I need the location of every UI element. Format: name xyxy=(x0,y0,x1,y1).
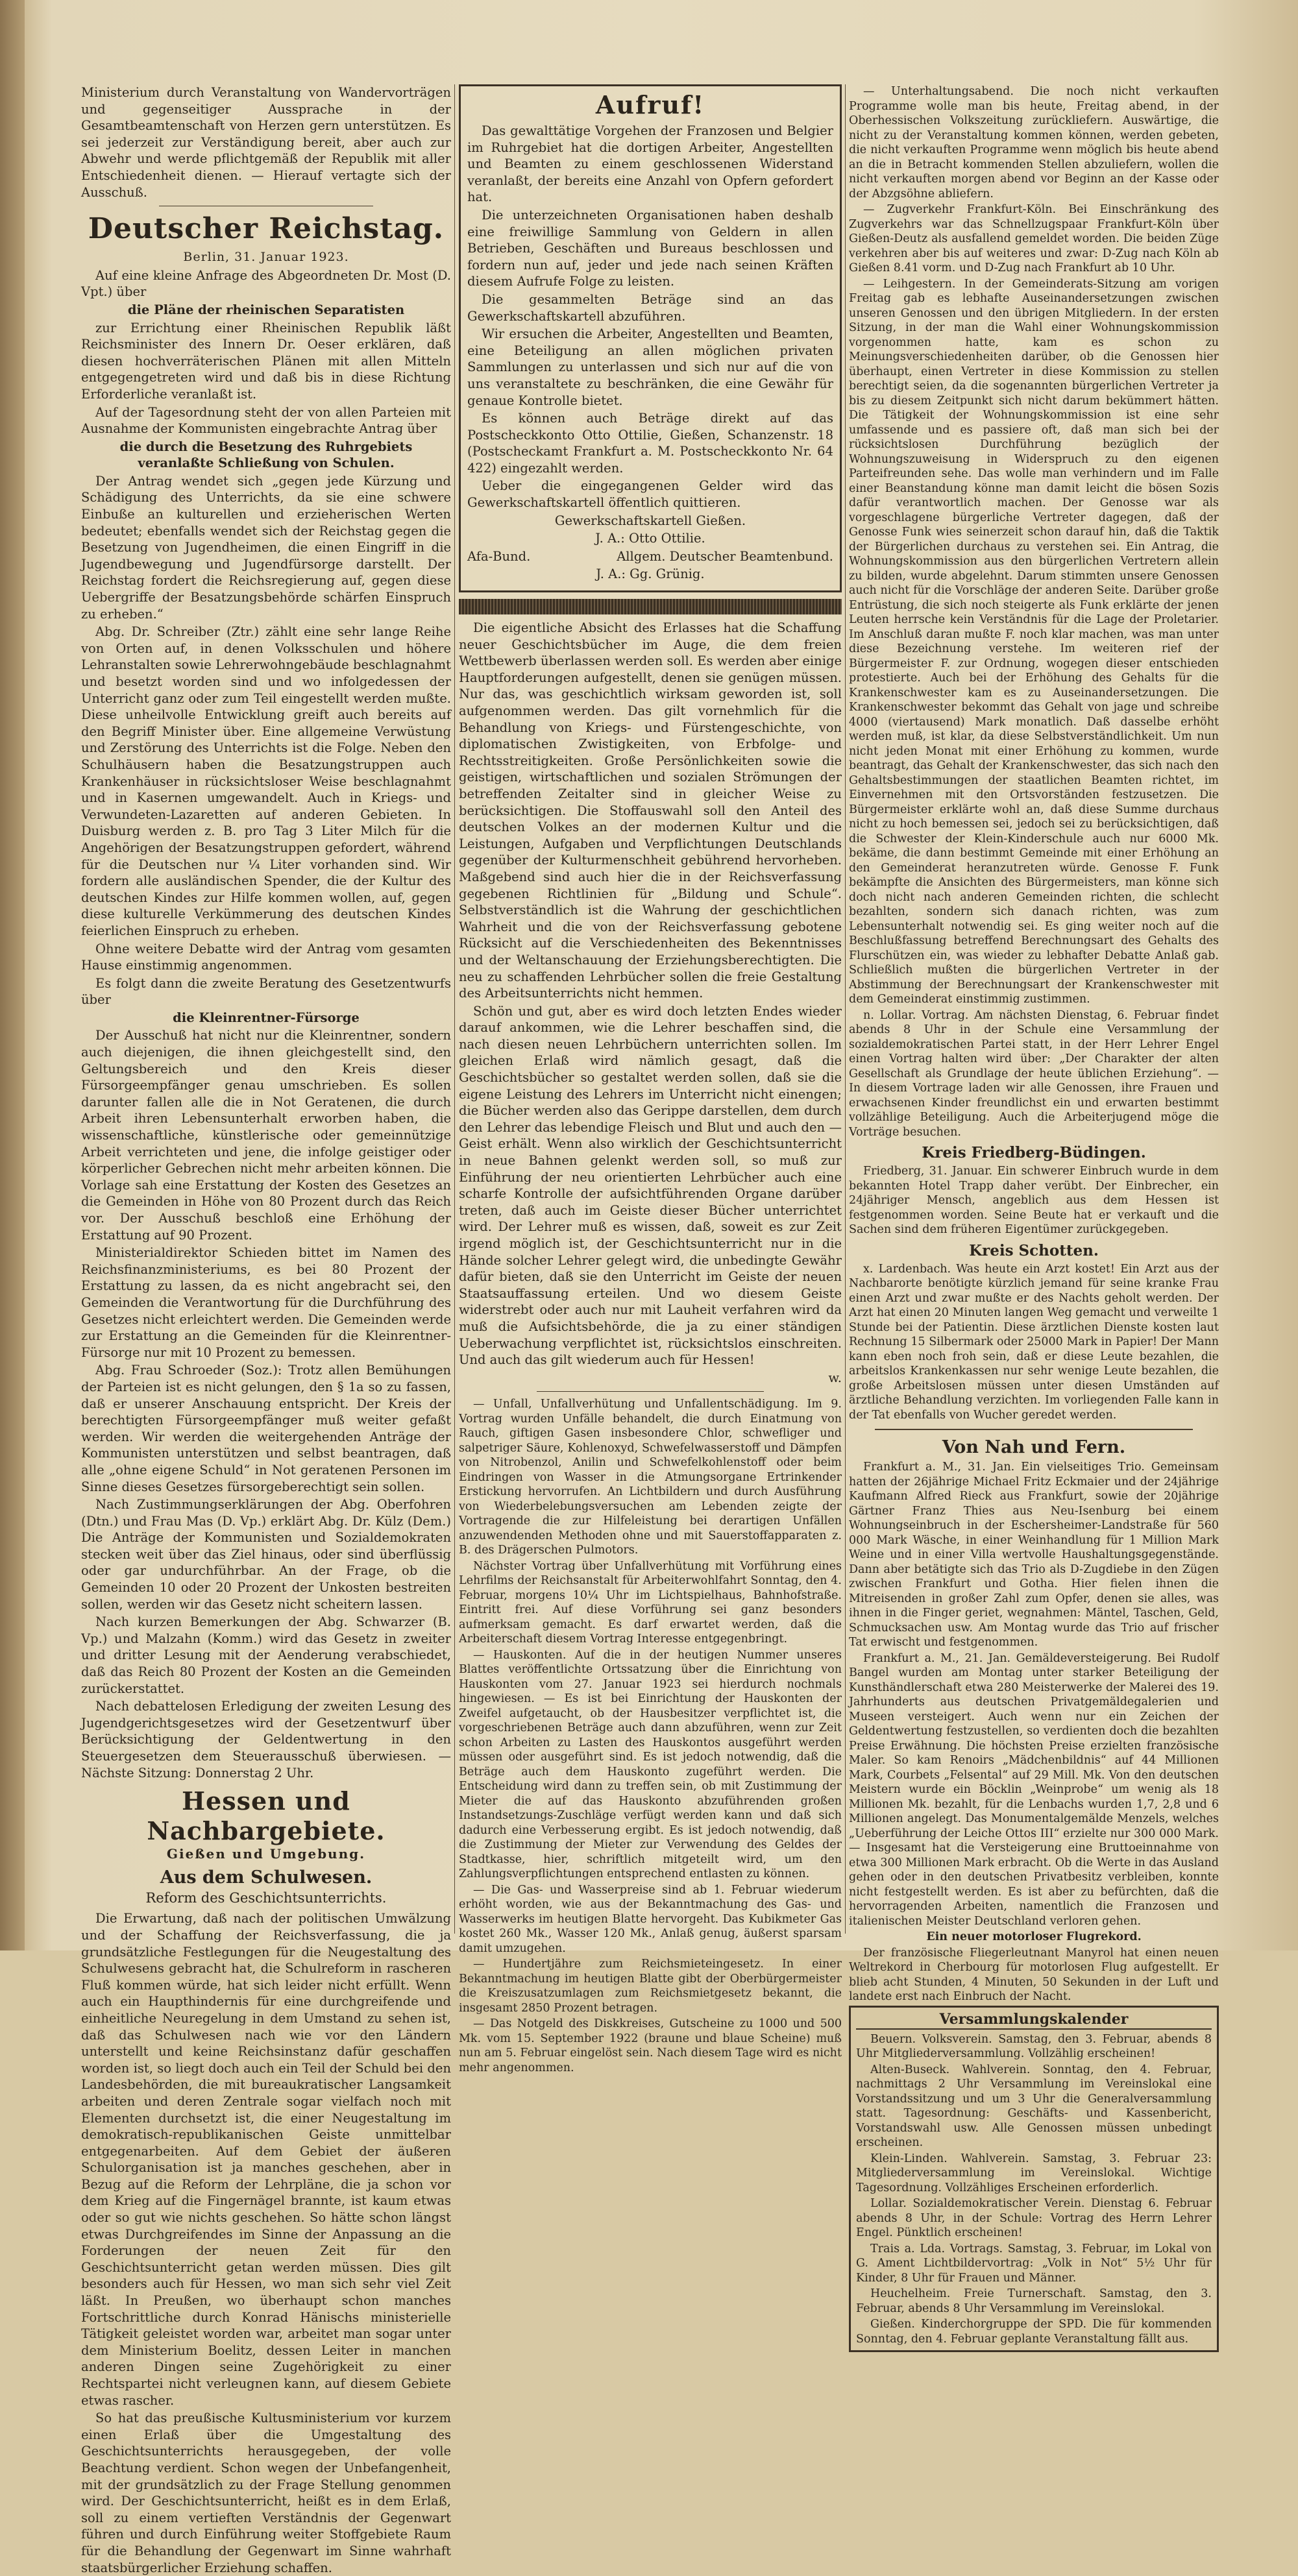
kalender-box xyxy=(849,2006,1219,2353)
body-paragraph: Es folgt dann die zweite Beratung des Gesetzentwurfs über xyxy=(81,975,451,1008)
column-middle xyxy=(459,84,842,2074)
body-paragraph: So hat das preußische Kultusministerium vor kurzem einen Erlaß über die Umgestaltung des Geschichtsunterrichts herausgegeben, der volle Beachtung verdient. Schon wegen der Unbefangenheit, mit der grundsätzlich zu der Frage Stellung genommen wird. Der Geschichtsunterricht, heißt es in dem Erlaß, soll zu einem vertieften Verständnis der Gegenwart führen und durch Einführung weiter Stoffgebiete Raum für die Behandlung der Gegenwart im Sinne wahrhaft staatsbürgerlicher Erziehung schaffen. xyxy=(81,2411,451,2575)
news-item: Frankfurt a. M., 21. Jan. Gemäldeversteigerung. Bei Rudolf Bangel wurden am Montag unter starker Beteiligung der Kunsthändlerschaft etwa 280 Meisterwerke der Malerei des 19. Jahrhunderts aus deutschen Privatgemäldegalerien und Museen versteigert. Auch wenn nur ein Zeichen der Geldentwertung festzustellen, so verdienten doch die bezahlten Preise Erwähnung. Die höchsten Preise erzielten französische Maler. So kam Renoirs „Mädchenbildnis“ auf 44 Millionen Mark, Courbets „Felsental“ auf 29 Mill. Mk. Von den deutschen Meistern wurde ein Böcklin „Weinprobe“ um wenig als 18 Millionen Mk. bezahlt, für die Lenbachs wurden 1,7, 2,8 und 6 Millionen angelegt. Das Monumentalgemälde Menzels, welches „Ueberführung der Leiche Ottos III“ erzielte nur 300 000 Mark. — Insgesamt hat die Versteigerung eine Bruttoeinnahme von etwa 300 Millionen Mark erbracht. Ob die Werte in das Ausland gehen oder in den deutschen Privatbesitz verbleiben, konnte nicht festgestellt werden. Es ist aber zu befürchten, daß die hervorragenden Arbeiten, namentlich die Franzosen und italienischen Meister Deutschland verloren gehen. xyxy=(849,1651,1219,1928)
author-mark: w. xyxy=(828,1370,842,1385)
news-item: — Das Notgeld des Diskkreises, Gutscheine zu 1000 und 500 Mk. vom 15. September 1922 (braune und blaue Scheine) muß nun am 5. Februar eingelöst sein. Nach diesem Tage wird es nicht mehr angenommen. xyxy=(459,2017,842,2074)
body-paragraph: Auf der Tagesordnung steht der von allen Parteien mit Ausnahme der Kommunisten eingebrachte Antrag über xyxy=(81,404,451,437)
calendar-item: Alten-Buseck. Wahlverein. Sonntag, den 4. Februar, nachmittags 2 Uhr Versammlung im Vereinslokal eine Vorstandssitzung und um 3 Uhr die Generalversammlung statt. Tagesordnung: Geschäfts- und Kassenbericht, Vorstandswahl usw. Alle Genossen müssen unbedingt erscheinen. xyxy=(856,2063,1212,2149)
body-paragraph: Schön und gut, aber es wird doch letzten Endes wieder darauf ankommen, wie die Lehrer beschaffen sind, die nach diesen neuen Lehrbüchern unterrichten sollen. Im gleichen Erlaß wird nämlich gesagt, daß die Geschichtsbücher so gestaltet werden sollen, daß sie die eigene Leistung des Lehrers im Unterricht nicht einengen; die Bücher werden also das Gerippe darstellen, dem durch den Lehrer das lebendige Fleisch und Blut und auch den — Geist erhält. Wenn also wirklich der Geschichtsunterricht in neue Bahnen gelenkt werden soll, so muß zur Einführung der neu orientierten Lehrbücher auch eine scharfe Kontrolle der aufsichtführenden Organe darüber treten, daß auch im Geiste dieser Bücher unterrichtet wird. Der Lehrer muß es wissen, daß, soweit es zur Zeit irgend möglich ist, der Geschichtsunterricht nur in die Hände solcher Lehrer gelegt wird, die unbedingte Gewähr dafür bieten, daß sie den Unterricht im Geiste der neuen Staatsauffassung erteilen. Und wo diesem Geiste widerstrebt oder auch nur mit Lauheit verfahren wird da muß die Aufsichtsbehörde, die ja zu einer ständigen Ueberwachung verpflichtet ist, rücksichtslos einschreiten. Und auch das gilt wiederum auch für Hessen! xyxy=(459,1003,842,1368)
column-rule xyxy=(845,84,846,1934)
news-item: Der französische Fliegerleutnant Manyrol hat einen neuen Weltrekord in Cherbourg für motorlosen Flug aufgestellt. Er blieb acht Stunden, 4 Minuten, 50 Sekunden in der Luft und landete erst nach Einbruch der Nacht. xyxy=(849,1946,1219,2003)
news-item: Nächster Vortrag über Unfallverhütung mit Vorführung eines Lehrfilms der Reichsanstalt für Arbeiterwohlfahrt Sonntag, den 4. Februar, morgens 10¼ Uhr im Lichtspielhaus, Bahnhofstraße. Eintritt frei. Auf diese Vorführung sei ganz besonders aufmerksam gemacht. Es darf erwartet werden, daß die Arbeiterschaft diesem Vortrag Interesse entgegenbringt. xyxy=(459,1559,842,1646)
column-right xyxy=(849,84,1219,2346)
calendar-item: Klein-Linden. Wahlverein. Samstag, 3. Februar 23: Mitgliederversammlung im Vereinslokal. Wichtige Tagesordnung. Vollzähliges Erscheinen erforderlich. xyxy=(856,2152,1212,2194)
friedberg-headline: Kreis Friedberg-Büdingen. xyxy=(922,1144,1146,1161)
news-item: Frankfurt a. M., 31. Jan. Ein vielseitiges Trio. Gemeinsam hatten der 26jährige Michael Fritz Eckmaier und der 24jährige Kaufmann Alfred Rieck aus Frankfurt, sowie der 20jährige Gärtner Franz Thies aus Neu-Isenburg bei einem Wohnungseinbruch in der Eschersheimer-Landstraße für 560 000 Mark Wäsche, in einer Weinhandlung für 1 Million Mark Weine und in einer Villa wertvolle Haushaltungsgegenstände. Dann aber betätigte sich das Trio als D-Zugdiebe in den Zügen zwischen Frankfurt und Gotha. Hier fielen ihnen die Mitreisenden in großer Zahl zum Opfer, denen sie alles, was ihnen in die Finger geriet, wegnahmen: Mäntel, Taschen, Geld, Schmucksachen usw. Am Montag wurde das Trio auf frischer Tat erwischt und festgenommen. xyxy=(849,1461,1219,1649)
calendar-item: Gießen. Kinderchorgruppe der SPD. Die für kommenden Sonntag, den 4. Februar geplante Veranstaltung fällt aus. xyxy=(856,2318,1212,2346)
nahfern-headline: Von Nah und Fern. xyxy=(942,1437,1126,1457)
body-paragraph: Ministerialdirektor Schieden bittet im Namen des Reichsfinanzministeriums, es bei 80 Prozent der Erstattung zu lassen, da es nicht angebracht sei, den Gemeinden die Verantwortung für die Durchführung des Gesetzes nicht erleichtert werden. Die Gemeinden werde zur Erstattung an die Gemeinden für die Kleinrentner-Fürsorge nur mit 10 Prozent zu bemessen. xyxy=(81,1245,451,1360)
body-paragraph: Die unterzeichneten Organisationen haben deshalb eine freiwillige Sammlung von Geldern in allen Betrieben, Geschäften und Bureaus beschlossen und fordern nun auf, jeder und jede nach seinen Kräften diesem Aufrufe Folge zu leisten. xyxy=(467,207,833,289)
hessen-headline: Hessen und Nachbargebiete. xyxy=(147,1786,386,1846)
aufruf-headline: Aufruf! xyxy=(595,90,705,119)
body-paragraph: Wir ersuchen die Arbeiter, Angestellten und Beamten, eine Beteiligung an allen möglichen privaten Sammlungen zu unterlassen und sich nur auf die von uns veranstaltete zu beschränken, die eine Gewähr für genaue Kontrolle bietet. xyxy=(467,326,833,408)
news-item: — Hundertjähre zum Reichsmieteingesetz. In einer Bekanntmachung im heutigen Blatte gibt der Oberbürgermeister die Kreiszusatzumlagen zum Reichsmietgesetz bekannt, die insgesamt 2850 Prozent betragen. xyxy=(459,1958,842,2015)
signature-row xyxy=(467,548,833,565)
news-item: Friedberg, 31. Januar. Ein schwerer Einbruch wurde in dem bekannten Hotel Trapp daher verübt. Der Einbrecher, ein 24jähriger Mensch, angeblich aus dem Hessen ist festgenommen worden. Seine Beute hat er verkauft und die Sachen sind dem früheren Eigentümer zurückgegeben. xyxy=(849,1165,1219,1236)
news-item: x. Lardenbach. Was heute ein Arzt kostet! Ein Arzt aus der Nachbarorte benötigte kürzlich jemand für seine kranke Frau einen Arzt und zwar mußte er des Nachts geholt werden. Der Arzt hat einen 20 Minuten langen Weg gemacht und verweilte 1 Stunde bei der Patientin. Diese ärztlichen Dienste kosten laut Rechnung 15 Silbermark oder 25000 Mark in Papier! Der Mann kann eben noch froh sein, daß er diese Leute bezahlen, die arbeitslos Krankenkassen nur sehr wenige Leute bezahlen, die große Arbeitslosen müssen unter diesen Umständen auf ärztliche Behandlung verzichten. Im vorliegenden Falle kann in der Tat ebenfalls von Wucher geredet werden. xyxy=(849,1262,1219,1422)
body-paragraph: Abg. Dr. Schreiber (Ztr.) zählt eine sehr lange Reihe von Orten auf, in denen Volksschulen und höhere Lehranstalten sowie Lehrerwohngebäude beschlagnahmt und besetzt worden sind und wo infolgedessen der Unterricht ganz oder zum Teil eingestellt werden mußte. Diese unheilvolle Entwicklung greift auch bereits auf den Begriff Minister über. Eine allgemeine Verwüstung und Zerstörung des Unterrichts ist die Folge. Neben den Schulhäusern haben die Besatzungstruppen auch Krankenhäuser in rücksichtsloser Weise beschlagnahmt und in Kasernen umgewandelt. Auch in Kriegs- und Verwundeten-Lazaretten auf anderen Gebieten. In Duisburg werden z. B. pro Tag 3 Liter Milch für die Angehörigen der Besatzungstruppen gefordert, während für die Deutschen nur ¼ Liter vorhanden sind. Wir fordern alle ausländischen Spender, die der Kultur des deutschen Kindes zur Hilfe kommen wollen, auf, gegen diese kulturelle Verkümmerung des deutschen Kindes feierlichen Einspruch zu erheben. xyxy=(81,624,451,938)
kalender-headline: Versammlungskalender xyxy=(856,2010,1212,2030)
signature: J. A.: Gg. Grünig. xyxy=(596,566,705,582)
flugrekord-headline: Ein neuer motorloser Flugrekord. xyxy=(926,1930,1142,1943)
schulwesen-headline: Aus dem Schulwesen. xyxy=(160,1867,373,1888)
body-paragraph: Nach kurzen Bemerkungen der Abg. Schwarzer (B. Vp.) und Malzahn (Komm.) wird das Gesetz in zweiter und dritter Lesung mit der Aenderung verabschiedet, daß das Reich 80 Prozent der Kosten an die Gemeinden zurückerstattet. xyxy=(81,1614,451,1696)
news-item: — Zugverkehr Frankfurt-Köln. Bei Einschränkung des Zugverkehrs war das Schnellzugspaar Frankfurt-Köln über Gießen-Deutz als ausfallend gemeldet worden. Die beiden Züge verkehren aber bis auf weiteres und zwar: D-Zug nach Köln ab Gießen 8.41 vorm. und D-Zug nach Frankfurt ab 10 Uhr. xyxy=(849,203,1219,274)
body-paragraph: zur Errichtung einer Rheinischen Republik läßt Reichsminister des Innern Dr. Oeser erklären, daß diesen hochverräterischen Plänen mit allen Mitteln entgegengetreten wird und daß bis in diese Richtung Erforderliche veranlaßt ist. xyxy=(81,320,451,402)
body-paragraph: Das gewalttätige Vorgehen der Franzosen und Belgier im Ruhrgebiet hat die dortigen Arbeiter, Angestellten und Beamten zu einem geschlossenen Widerstand veranlaßt, der bereits eine Anzahl von Opfern gefordert hat. xyxy=(467,123,833,205)
news-item: — Unterhaltungsabend. Die noch nicht verkauften Programme wolle man bis heute, Freitag abend, in der Oberhessischen Volkszeitung zurückliefern. Auswärtige, die nicht zu der Veranstaltung kommen können, werden gebeten, die nicht verkauften Programme wenn möglich bis heute abend an die in Betracht kommenden Stellen abzuliefern, wollen die nicht verkauften morgen abend vor Beginn an der Kasse oder der Abzgsöhne abliefern. xyxy=(849,85,1219,200)
reichstag-headline: Deutscher Reichstag. xyxy=(88,212,445,246)
subheading: die durch die Besetzung des Ruhrgebiets veranlaßte Schließung von Schulen. xyxy=(119,439,413,471)
intro-paragraph: Ministerium durch Veranstaltung von Wandervorträgen und gegenseitiger Aussprache in der Gesamtbeamtenschaft von Herzen gern unterstützen. Es sei jederzeit zur Verständigung bereit, aber auch zur Abwehr und werde pflichtgemäß der Republik mit aller Entschiedenheit dienen. — Hierauf vertagte sich der Ausschuß. xyxy=(81,85,451,200)
subheading: die Kleinrentner-Fürsorge xyxy=(173,1010,360,1025)
subheading: die Pläne der rheinischen Separatisten xyxy=(127,302,405,317)
calendar-item: Lollar. Sozialdemokratischer Verein. Dienstag 6. Februar abends 8 Uhr, in der Schule: Vortrag des Herrn Lehrer Engel. Pünktlich erscheinen! xyxy=(856,2197,1212,2239)
news-item: — Unfall, Unfallverhütung und Unfallentschädigung. Im 9. Vortrag wurden Unfälle behandelt, die durch Einatmung von Rauch, giftigen Gasen insbesondere Chlor, schwefliger und salpetriger Säure, Kohlenoxyd, Schwefelwasserstoff und Dämpfen von Nitrobenzol, Anilin und Schwefelkohlenstoff oder beim Eindringen von Wasser in die Atmungsorgane Ertrinkender Erstickung hervorrufen. An Lichtbildern und durch Ausführung von Wiederbelebungsversuchen am Lebenden zeigte der Vortragende die zur Hilfeleistung bei derartigen Unfällen anzuwendenden Methoden ohne und mit Sauerstoffapparaten z. B. des Drägerschen Pulmotors. xyxy=(459,1398,842,1557)
binding-edge xyxy=(0,0,25,1950)
ornamental-bar xyxy=(459,599,842,614)
body-paragraph: Die eigentliche Absicht des Erlasses hat die Schaffung neuer Geschichtsbücher im Auge, die dem freien Wettbewerb überlassen werden soll. Es werden aber einige Hauptforderungen aufgestellt, denen sie genügen müssen. Nur das, was geschichtlich wirksam geworden ist, soll aufgenommen werden. Das gilt vornehmlich für die Behandlung von Kriegs- und Fürstengeschichte, von diplomatischen Zwistigkeiten, von Erbfolge- und Rechtsstreitigkeiten. Große Persönlichkeiten sowie die geistigen, wirtschaftlichen und sozialen Strömungen der betreffenden Zeitalter sind in gleicher Weise zu berücksichtigen. Die Stoffauswahl soll den Anteil des deutschen Volkes an der modernen Kultur und die Leistungen, Aufgaben und Verpflichtungen Deutschlands gegenüber der Kulturmenschheit gebührend hervorheben. Maßgebend sind auch hier die in der Reichsverfassung gegebenen Richtlinien für „Bildung und Schule“. Selbstverständlich ist die Wahrung der geschichtlichen Wahrheit und die von der Reichsverfassung gebotene Rücksicht auf die Verschiedenheiten des Bekenntnisses und der Weltanschauung der Erziehungsberechtigten. Die neu zu schaffenden Lehrbücher sollen die freie Gestaltung des Arbeitsunterrichts nicht hemmen. xyxy=(459,620,842,1001)
signature: J. A.: Otto Ottilie. xyxy=(595,531,705,546)
news-item: — Die Gas- und Wasserpreise sind ab 1. Februar wiederum erhöht worden, wie aus der Bekanntmachung des Gas- und Wasserwerks im heutigen Blatte hervorgeht. Das Kubikmeter Gas kostet 260 Mk., Wasser 120 Mk., Anlaß genug, äußerst sparsam damit umzugehen. xyxy=(459,1883,842,1955)
signature: Gewerkschaftskartell Gießen. xyxy=(554,513,746,528)
body-paragraph: Abg. Frau Schroeder (Soz.): Trotz allen Bemühungen der Parteien ist es nicht gelungen, den § 1a so zu fassen, daß er unserer Anschauung entspricht. Der Kreis der berechtigten Fürsorgeempfänger muß weiter gefaßt werden. Wir werden die weitergehenden Anträge der Kommunisten unterstützen und selbst beantragen, daß alle „ohne eigene Schuld“ in Not geratenen Personen im Sinne dieses Gesetzes fürsorgeberechtigt sein sollen. xyxy=(81,1363,451,1494)
body-paragraph: Nach debattelosen Erledigung der zweiten Lesung des Jugendgerichtsgesetzes wird der Gesetzentwurf über Berücksichtigung der Geldentwertung in den Steuergesetzen dem Steuerausschuß überwiesen. — Nächste Sitzung: Donnerstag 2 Uhr. xyxy=(81,1699,451,1780)
body-paragraph: Nach Zustimmungserklärungen der Abg. Oberfohren (Dtn.) und Frau Mas (D. Vp.) erklärt Abg. Dr. Külz (Dem.) Die Anträge der Kommunisten und Sozialdemokraten stecken weit über das Ziel hinaus, oder sind überflüssig oder gar undurchführbar. An der Frage, ob die Gemeinden 10 oder 20 Prozent der Unkosten bestreiten sollen, werden wir das Gesetz nicht scheitern lassen. xyxy=(81,1497,451,1612)
divider xyxy=(537,1391,764,1392)
schotten-headline: Kreis Schotten. xyxy=(969,1241,1099,1259)
calendar-item: Trais a. Lda. Vortrags. Samstag, 3. Februar, im Lokal von G. Ament Lichtbildervortrag: „Volk in Not“ 5½ Uhr für Kinder, 8 Uhr für Frauen und Männer. xyxy=(856,2242,1212,2285)
divider xyxy=(875,1429,1193,1430)
aufruf-box xyxy=(459,84,842,592)
column-left xyxy=(81,84,451,2575)
body-paragraph: Der Antrag wendet sich „gegen jede Kürzung und Schädigung des Unterrichts, da sie eine schwere Einbuße an kulturellen und erzieherischen Werten bedeutet; ebenfalls wendet sich der Reichstag gegen die Besetzung von Jugendheimen, die einen Eingriff in die Jugendbewegung und Jugendfürsorge darstellt. Der Reichstag fordert die Reichsregierung auf, gegen diese Uebergriffe der Besatzungsbehörde schärfen Einspruch zu erheben.“ xyxy=(81,473,451,622)
schulwesen-subheadline: Reform des Geschichtsunterrichts. xyxy=(145,1889,387,1906)
reichstag-dateline: Berlin, 31. Januar 1923. xyxy=(183,250,349,265)
hessen-subheadline: Gießen und Umgebung. xyxy=(166,1846,366,1862)
body-paragraph: Ueber die eingegangenen Gelder wird das Gewerkschaftskartell öffentlich quittieren. xyxy=(467,478,833,511)
news-item: — Hauskonten. Auf die in der heutigen Nummer unseres Blattes veröffentlichte Ortssatzung über die Einrichtung von Hauskonten vom 27. Januar 1923 sei hierdurch nochmals hingewiesen. — Es ist bei Einrichtung der Hauskonten der Zweifel aufgetaucht, ob der Hausbesitzer verpflichtet ist, die vorgeschriebenen Beträge auch dann abzuführen, wenn zur Zeit schon Arbeiten zu Lasten des Hauskontos ausgeführt werden müssen oder ausgeführt sind. Es ist jedoch notwendig, daß die Beträge auch dem Hauskonto zugeführt werden. Die Entscheidung wird dann zu treffen sein, ob mit Zustimmung der Mieter die auf das Hauskonto abzuführenden großen Instandsetzungs-Zuschläge verfügt werden kann und daß sich dadurch eine Verbesserung ergibt. Es ist jedoch notwendig, daß die Zustimmung der Mieter zur Verwendung des Geldes der Stadtkasse, hier, schriftlich mitgeteilt wird, um den Zahlungsverpflichtungen entsprechend entlasten zu können. xyxy=(459,1648,842,1881)
news-item: n. Lollar. Vortrag. Am nächsten Dienstag, 6. Februar findet abends 8 Uhr in der Schule eine Versammlung der sozialdemokratischen Partei statt, in der Herr Lehrer Engel einen Vortrag halten wird über: „Der Charakter der alten Gesellschaft als Grundlage der heute üblichen Erziehung“. — In diesem Vortrage laden wir alle Genossen, ihre Frauen und erwachsenen Kinder freundlichst ein und erwarten bestimmt vollzählige Beteiligung. Auch die Arbeiterjugend möge die Vorträge besuchen. xyxy=(849,1008,1219,1139)
body-paragraph: Ohne weitere Debatte wird der Antrag vom gesamten Hause einstimmig angenommen. xyxy=(81,941,451,973)
calendar-item: Heuchelheim. Freie Turnerschaft. Samstag, den 3. Februar, abends 8 Uhr Versammlung im Vereinslokal. xyxy=(856,2287,1212,2315)
body-paragraph: Die Erwartung, daß nach der politischen Umwälzung und der Schaffung der Reichsverfassung, die ja grundsätzliche Festlegungen für die Neugestaltung des Schulwesens gebracht hat, die Schulreform in rascheren Fluß kommen würde, hat sich leider nicht erfüllt. Wenn auch ein Haupthindernis für eine durchgreifende und einheitliche Neuregelung in dem Umstand zu sehen ist, daß das Schulwesen nach wie vor den Ländern unterstellt und keine Reichsinstanz dafür geschaffen worden ist, so liegt doch auch ein Teil der Schuld bei den Landesbehörden, die mit bureaukratischer Langsamkeit arbeiten und deren Zentrale sogar vielfach noch mit Elementen durchsetzt ist, die einer Neugestaltung im demokratisch-republikanischen Geiste unmittelbar entgegenarbeiten. Auf dem Gebiet der äußeren Schulorganisation ist ja manches geschehen, aber in Bezug auf die Reform der Lehrpläne, die ja schon vor dem Krieg auf die Fingernägel brannte, ist kaum etwas oder so gut wie nichts geschehen. So hätte schon längst etwas Durchgreifendes im Sinne der Anpassung an die Forderungen der neuen Zeit für den Geschichtsunterricht getan werden müssen. Dies gilt besonders auch für Hessen, wo man sich sehr viel Zeit läßt. In Preußen, wo überhaupt schon manches Fortschrittliche durch Konrad Hänischs ministerielle Tätigkeit geleistet worden war, arbeitet man sogar unter dem Ministerium Boelitz, dessen Leiter in manchen anderen Dingen seine Zugehörigkeit zu einer Rechtspartei nicht verleugnen kann, auf diesem Gebiete etwas rascher. xyxy=(81,1911,451,2408)
calendar-item: Beuern. Volksverein. Samstag, den 3. Februar, abends 8 Uhr Mitgliederversammlung. Vollzählig erscheinen! xyxy=(856,2032,1212,2060)
body-paragraph: Die gesammelten Beträge sind an das Gewerkschaftskartell abzuführen. xyxy=(467,291,833,324)
column-rule xyxy=(454,84,455,1934)
body-paragraph: Auf eine kleine Anfrage des Abgeordneten Dr. Most (D. Vpt.) über xyxy=(81,267,451,300)
news-item: — Leihgestern. In der Gemeinderats-Sitzung am vorigen Freitag gab es lebhafte Auseinandersetzungen zwischen unseren Genossen und den übrigen Mitgliedern. In der ersten Sitzung, in der man die Wahl einer Wohnungskommission vorgenommen hatte, kam es schon zu Meinungsverschiedenheiten darüber, ob die Genossen hier überhaupt, einen Vertreter in diese Kommission zu stellen berechtigt seien, da die sogenannten bürgerlichen Vertreter ja bis zu diesem Zeitpunkt sich nicht darum bekümmert hätten. Die Tätigkeit der Wohnungskommission ist eine sehr umfassende und es passiere oft, daß man sich bei der rücksichtslosen Durchführung bezüglich der Wohnungszuweisung in Widerspruch zu den eigenen Parteifreunden sehe. Das wolle man verhindern und im Falle einer Beanstandung könne man damit leicht die bösen Sozis dafür verantwortlich machen. Der Genosse war als vorgeschlagene bürgerliche Vertreter dagegen, daß der Genosse Funk wies seinerzeit schon darauf hin, daß die Taktik der Bürgerlichen durchaus zu verstehen sei. Ein Antrag, die Wohnungskommission aus den bürgerlichen Vertretern allein zu bilden, wurde abgelehnt. Darum stimmten unsere Genossen auch nicht für die Vorschläge der anderen Seite. Darüber große Entrüstung, die sich noch steigerte als Funk erklärte der jenen Leuten herrsche kein Verständnis für die Lage der Proletarier. Im Anschluß daran mußte F. noch klar machen, was man unter diese Bezeichnung verstehe. Im weiteren rief der Bürgermeister F. zur Ordnung, wogegen dieser entschieden protestierte. Auch bei der Erhöhung des Gehalts für die Krankenschwester kam es zu Auseinandersetzungen. Die Krankenschwester bekommt das Gehalt von jage und schreibe 4000 (viertausend) Mark monatlich. Daß dasselbe erhöht werden muß, ist klar, da diese Selbstverständlichkeit. Um nun nicht jeden Monat mit einer Erhöhung zu kommen, wurde beantragt, das Gehalt der Krankenschwester, das sich nach den Gehaltsbestimmungen der staatlichen Beamten richtet, im Einvernehmen mit den Ortsvorständen festzusetzen. Die Bürgermeister erklärte wohl an, daß diese Summe durchaus nicht zu hoch bemessen sei, jedoch sei zu berücksichtigen, daß die Schwester der Klein-Kinderschule auch nur 6000 Mk. bekäme, die dann bestimmt Gemeinde mit einer Erhöhung an den Gemeinderat heranzutreten würde. Genosse F. Funk bekämpfte die Ansichten des Bürgermeisters, man könne sich doch nicht nach anderen Gemeinden richten, die schlecht bezahlten, sondern sich danach richten, was zum Lebensunterhalt notwendig sei. Es ging weiter noch auf die Beschlußfassung betreffend Berechnungsart des Gehalts des Flurschützen ein, was wieder zu lebhafter Debatte Anlaß gab. Schließlich mußten die bürgerlichen Vertreter in der Abstimmung der Berechnungsart der Krankenschwester mit dem Gemeinderat einstimmig zustimmen. xyxy=(849,277,1219,1006)
signature: Afa-Bund. xyxy=(467,548,531,564)
body-paragraph: Es können auch Beträge direkt auf das Postscheckkonto Otto Ottilie, Gießen, Schanzenstr. 18 (Postscheckamt Frankfurt a. M. Postscheckkonto Nr. 64 422) eingezahlt werden. xyxy=(467,411,833,476)
body-paragraph: Der Ausschuß hat nicht nur die Kleinrentner, sondern auch diejenigen, die ihnen gleichgestellt sind, den Geltungsbereich und den Kreis dieser Fürsorgeempfänger genau umschrieben. Es sollen darunter fallen alle die in Not Geratenen, die durch Arbeit ihren Lebensunterhalt erworben haben, die wissenschaftliche, künstlerische oder gemeinnützige Arbeit verrichteten und jene, die infolge geistiger oder körperlicher Gebrechen nicht mehr arbeiten können. Die Vorlage sah eine Erstattung der Kosten des Gesetzes an die Gemeinden in Höhe von 80 Prozent durch das Reich vor. Der Ausschuß beschloß eine Erhöhung der Erstattung auf 90 Prozent. xyxy=(81,1028,451,1243)
signature: Allgem. Deutscher Beamtenbund. xyxy=(617,548,833,564)
